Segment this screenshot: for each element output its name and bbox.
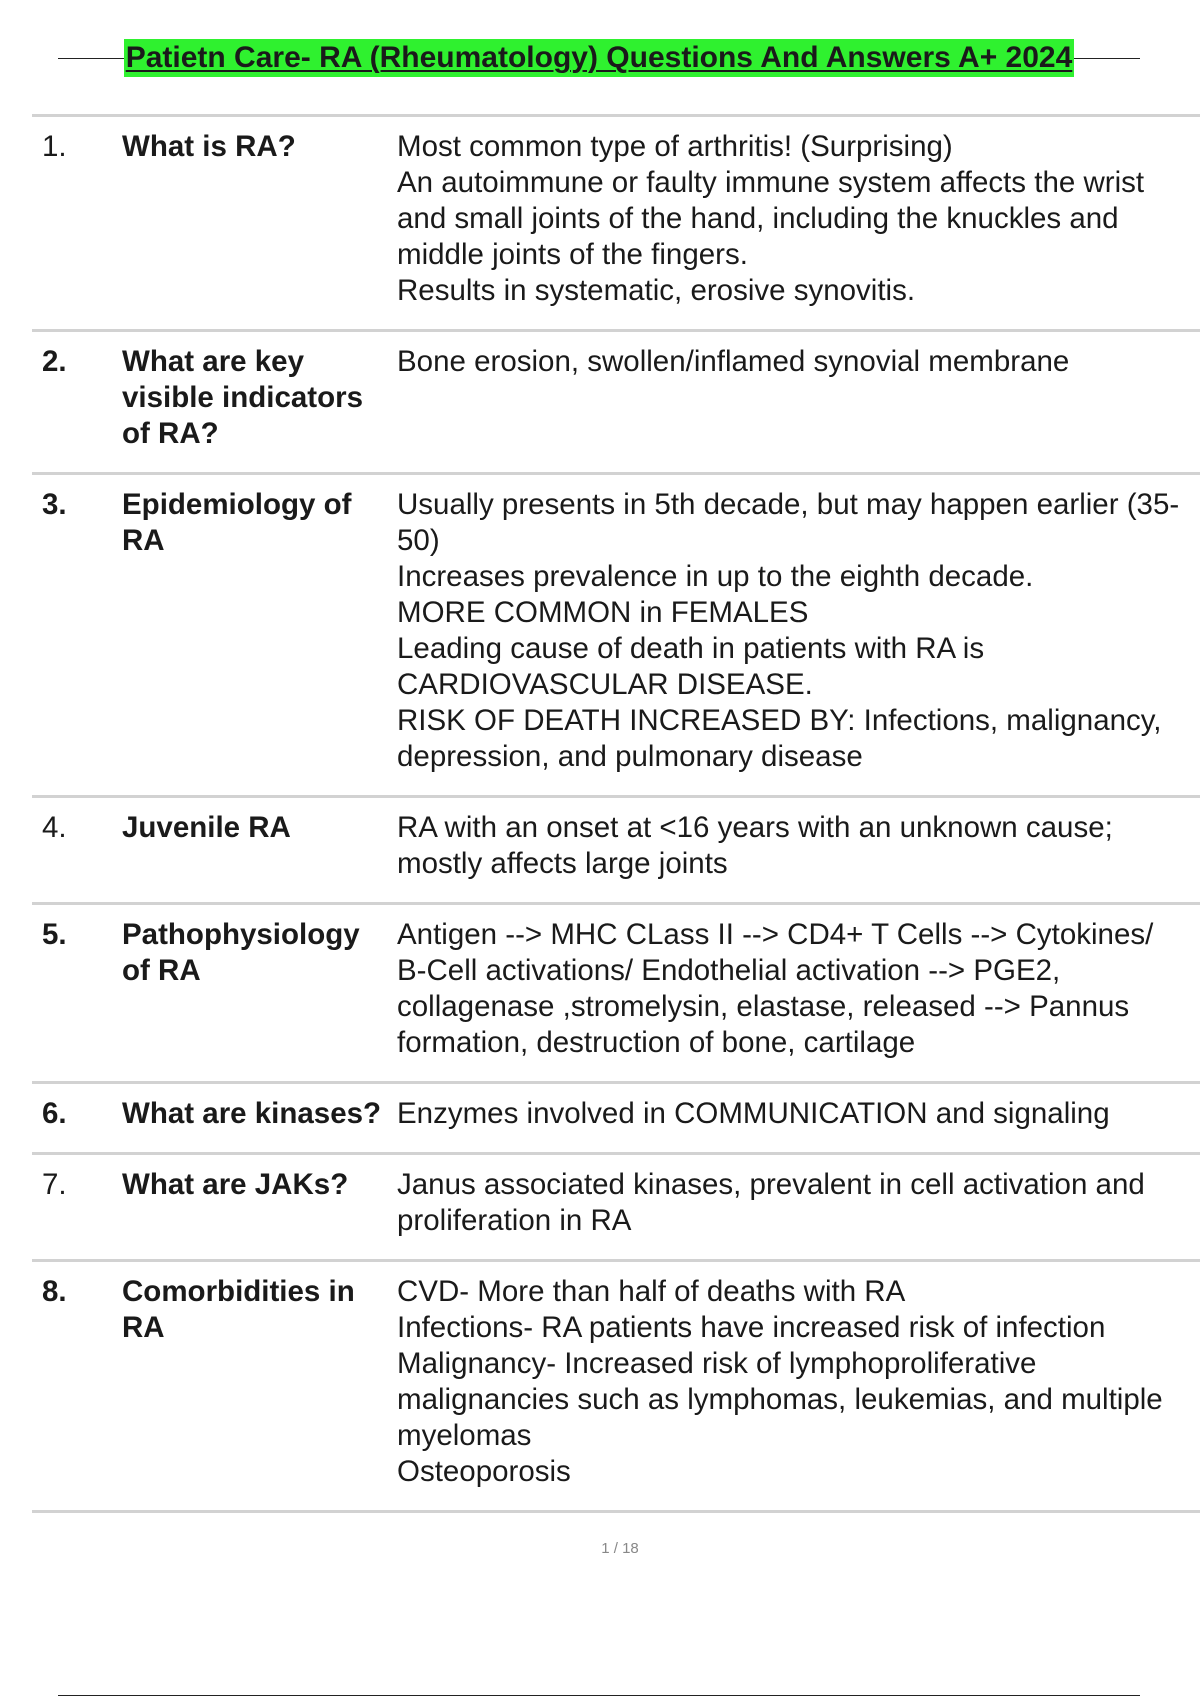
question-text: Comorbidities in RA xyxy=(122,1275,355,1344)
answer-line: Most common type of arthritis! (Surprising) xyxy=(397,130,953,163)
answer-cell xyxy=(396,1154,1200,1261)
answer-line: Antigen --> MHC CLass II --> CD4+ T Cells --> Cytokines/ B-Cell activations/ Endothelial activation --> PGE2, collagenase ,stromelysin, elastase, released --> Pannus formation, destruction of bone, cartilage xyxy=(397,918,1162,1059)
title-bar xyxy=(58,36,1140,80)
question-text: What are JAKs? xyxy=(122,1168,349,1201)
question-text: Epidemiology of RA xyxy=(122,488,352,557)
qa-row xyxy=(32,474,1200,797)
page-indicator: 1 / 18 xyxy=(601,1540,639,1557)
qa-row xyxy=(32,904,1200,1083)
answer-cell xyxy=(396,1083,1200,1154)
answer-line: Results in systematic, erosive synovitis. xyxy=(397,274,916,307)
row-number: 5. xyxy=(42,918,67,951)
page-title: Patietn Care- RA (Rheumatology) Questions And Answers A+ 2024 xyxy=(124,39,1075,77)
answer-line: RISK OF DEATH INCREASED BY: Infections, malignancy, depression, and pulmonary disease xyxy=(397,704,1170,773)
answer-line: MORE COMMON in FEMALES xyxy=(397,596,809,629)
answer-cell xyxy=(396,1261,1200,1512)
qa-row xyxy=(32,797,1200,904)
answer-line: Janus associated kinases, prevalent in cell activation and proliferation in RA xyxy=(397,1168,1153,1237)
qa-row xyxy=(32,331,1200,474)
row-number: 4. xyxy=(42,811,67,844)
answer-line: Infections- RA patients have increased risk of infection xyxy=(397,1311,1106,1344)
qa-row xyxy=(32,1154,1200,1261)
question-text: Pathophysiology of RA xyxy=(122,918,360,987)
question-text: What are kinases? xyxy=(122,1097,382,1130)
answer-line: Malignancy- Increased risk of lymphoproliferative malignancies such as lymphomas, leukemias, and multiple myelomas xyxy=(397,1347,1171,1452)
answer-cell xyxy=(396,116,1200,331)
answer-line: Increases prevalence in up to the eighth decade. xyxy=(397,560,1034,593)
answer-line: CVD- More than half of deaths with RA xyxy=(397,1275,906,1308)
qa-row xyxy=(32,116,1200,331)
answer-cell xyxy=(396,474,1200,797)
question-text: What is RA? xyxy=(122,130,296,163)
answer-line: Osteoporosis xyxy=(397,1455,571,1488)
question-text: What are key visible indicators of RA? xyxy=(122,345,363,450)
row-number: 3. xyxy=(42,488,67,521)
answer-line: Bone erosion, swollen/inflamed synovial membrane xyxy=(397,345,1070,378)
qa-table-body xyxy=(32,116,1200,1512)
question-text: Juvenile RA xyxy=(122,811,291,844)
page-bottom-rule xyxy=(58,1695,1140,1696)
answer-line: Leading cause of death in patients with RA is CARDIOVASCULAR DISEASE. xyxy=(397,632,993,701)
row-number: 2. xyxy=(42,345,67,378)
answer-line: Enzymes involved in COMMUNICATION and signaling xyxy=(397,1097,1110,1130)
qa-row xyxy=(32,1261,1200,1512)
qa-row xyxy=(32,1083,1200,1154)
answer-cell xyxy=(396,797,1200,904)
qa-table xyxy=(32,114,1200,1513)
answer-cell xyxy=(396,904,1200,1083)
row-number: 6. xyxy=(42,1097,67,1130)
answer-line: An autoimmune or faulty immune system affects the wrist and small joints of the hand, including the knuckles and middle joints of the fingers. xyxy=(397,166,1153,271)
row-number: 7. xyxy=(42,1168,67,1201)
row-number: 1. xyxy=(42,130,67,163)
row-number: 8. xyxy=(42,1275,67,1308)
answer-line: Usually presents in 5th decade, but may happen earlier (35-50) xyxy=(397,488,1180,557)
answer-cell xyxy=(396,331,1200,474)
answer-line: RA with an onset at <16 years with an unknown cause; mostly affects large joints xyxy=(397,811,1122,880)
